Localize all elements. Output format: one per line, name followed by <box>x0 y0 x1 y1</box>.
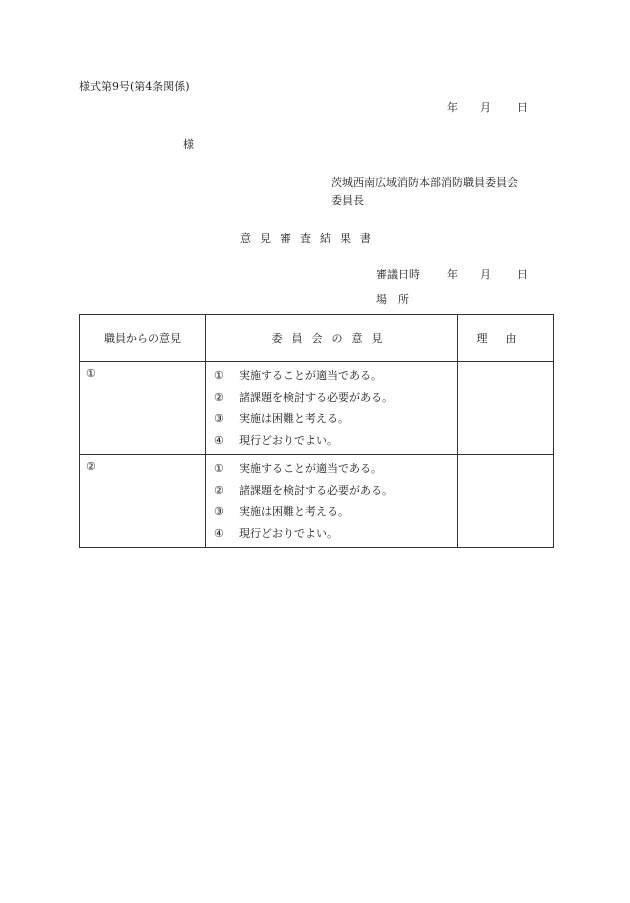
table-header-row <box>80 315 554 362</box>
addressee-honorific: 様 <box>183 138 194 151</box>
date-year: 年 <box>447 101 458 114</box>
option-mark: ④ <box>214 433 224 447</box>
document-title: 意見審査結果書 <box>240 232 380 245</box>
reason-header: 理由 <box>458 315 554 362</box>
form-number: 様式第9号(第4条関係) <box>79 80 190 93</box>
date-month: 月 <box>480 101 491 114</box>
table-row <box>80 362 554 455</box>
option-text: 諸課題を検討する必要がある。 <box>239 390 393 404</box>
option-text: 実施することが適当である。 <box>239 369 382 382</box>
meeting-month: 月 <box>480 268 491 281</box>
staff-opinion-header: 職員からの意見 <box>80 315 206 362</box>
meeting-date <box>376 268 528 282</box>
issue-date <box>447 101 528 115</box>
reason-cell <box>458 455 554 548</box>
committee-opinion-header: 委員会の意見 <box>206 315 458 362</box>
opinion-result-table <box>79 314 554 548</box>
option-text: 現行どおりでよい。 <box>239 433 338 447</box>
committee-opinion-cell <box>206 362 458 455</box>
meeting-day: 日 <box>517 268 528 281</box>
meeting-year: 年 <box>447 268 458 281</box>
option-text: 諸課題を検討する必要がある。 <box>239 483 393 497</box>
opinion-option <box>214 501 457 523</box>
option-mark: ② <box>214 390 224 404</box>
opinion-option <box>214 458 457 480</box>
meeting-date-label: 審議日時 <box>376 268 420 281</box>
option-mark: ① <box>214 369 224 382</box>
option-mark: ② <box>214 483 224 497</box>
staff-opinion-cell: ② <box>80 455 206 548</box>
opinion-option <box>214 523 457 545</box>
opinion-option <box>214 365 457 387</box>
meeting-place-label: 場 所 <box>376 293 409 306</box>
opinion-option <box>214 387 457 409</box>
opinion-option <box>214 408 457 430</box>
table-row <box>80 455 554 548</box>
option-text: 実施は困難と考える。 <box>239 412 349 425</box>
option-mark: ① <box>214 462 224 475</box>
date-day: 日 <box>517 101 528 114</box>
opinion-option <box>214 430 457 452</box>
option-text: 現行どおりでよい。 <box>239 526 338 540</box>
sender-organization: 茨城西南広域消防本部消防職員委員会 <box>331 176 518 189</box>
opinion-option <box>214 480 457 502</box>
committee-opinion-cell <box>206 455 458 548</box>
option-text: 実施は困難と考える。 <box>239 505 349 518</box>
option-mark: ③ <box>214 505 224 518</box>
option-text: 実施することが適当である。 <box>239 462 382 475</box>
option-mark: ③ <box>214 412 224 425</box>
staff-opinion-cell: ① <box>80 362 206 455</box>
option-mark: ④ <box>214 526 224 540</box>
sender-title: 委員長 <box>331 194 364 207</box>
reason-cell <box>458 362 554 455</box>
